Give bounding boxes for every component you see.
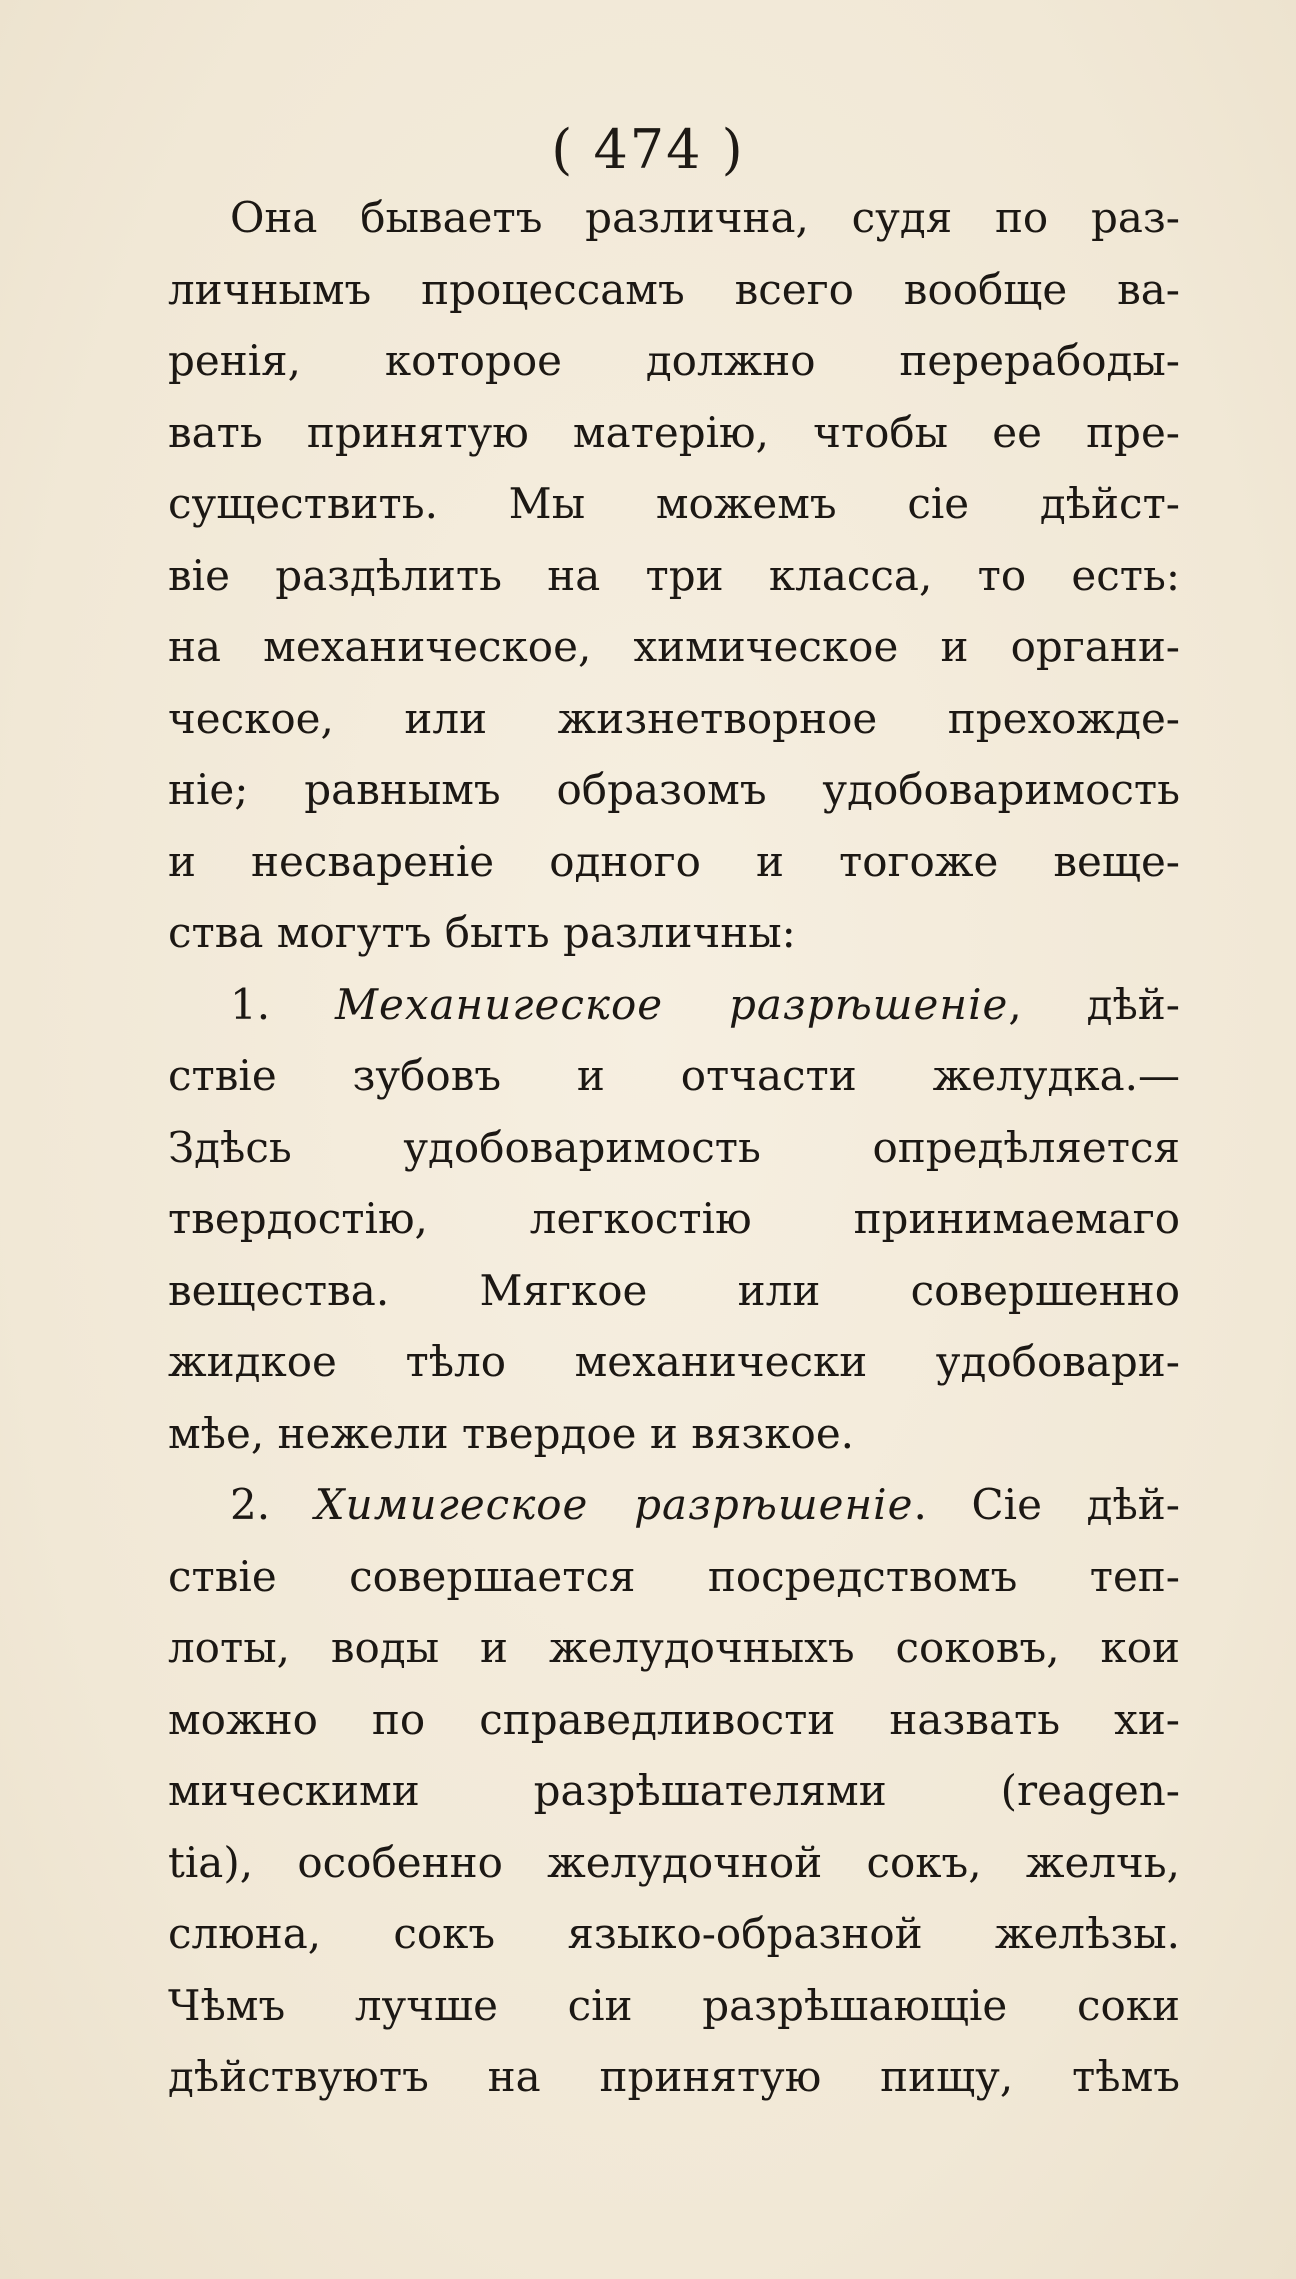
text-line: Чѣмъ лучше сіи разрѣшающіе соки: [168, 1980, 1180, 2030]
text-line: Она бываетъ различна, судя по раз-: [230, 193, 1180, 242]
body-text: [168, 182, 1180, 2113]
text-line: мическими разрѣшателями (reagen-: [168, 1766, 1180, 1815]
text-line: мѣе, нежели твердое и вязкое.: [168, 1408, 855, 1458]
text-line: можно по справедливости назвать хи-: [168, 1694, 1180, 1744]
text-line: Здѣсь удобоваримость опредѣляется: [168, 1122, 1180, 1172]
section-heading-line: [168, 1469, 1180, 1541]
text-line: tia), особенно желудочной сокъ, желчь,: [168, 1837, 1180, 1887]
text-line: вещества. Мягкое или совершенно: [168, 1265, 1180, 1315]
text-line: и несвареніе одного и тогоже веще-: [168, 836, 1180, 886]
section-heading-rest: , дѣй-: [1008, 979, 1180, 1029]
text-line: ніе; равнымъ образомъ удобоваримость: [168, 765, 1180, 814]
text-line: жидкое тѣло механически удобовари-: [168, 1337, 1180, 1386]
text-line: личнымъ процессамъ всего вообще ва-: [168, 264, 1180, 314]
text-line: ствіе зубовъ и отчасти желудка.—: [168, 1051, 1180, 1100]
text-line: ствіе совершается посредствомъ теп-: [168, 1551, 1180, 1601]
text-line: существить. Мы можемъ сіе дѣйст-: [168, 479, 1180, 528]
text-line: віе раздѣлить на три класса, то есть:: [168, 550, 1180, 600]
text-line: слюна, сокъ языко-образной желѣзы.: [168, 1909, 1180, 1958]
text-line: вать принятую матерію, чтобы ее пре-: [168, 407, 1180, 457]
text-line: дѣйствуютъ на принятую пищу, тѣмъ: [168, 2052, 1180, 2101]
text-line: ства могутъ быть различны:: [168, 908, 796, 957]
text-line: лоты, воды и желудочныхъ соковъ, кои: [168, 1623, 1180, 1672]
section-heading-line: [168, 969, 1180, 1041]
section-number: 2.: [230, 1480, 315, 1529]
section-heading-rest: . Сіе дѣй-: [913, 1480, 1180, 1529]
page-number: ( 474 ): [551, 118, 745, 181]
section-heading: Механигеское разрѣшеніе: [334, 979, 1009, 1029]
section-number: 1.: [230, 979, 335, 1029]
text-line: ческое, или жизнетворное прехожде-: [168, 693, 1180, 743]
text-line: твердостію, легкостію принимаемаго: [168, 1194, 1180, 1243]
text-line: на механическое, химическое и органи-: [168, 622, 1180, 671]
text-line: ренія, которое должно перерабоды-: [168, 336, 1180, 385]
section-heading: Химигеское разрѣшеніе: [314, 1480, 914, 1529]
